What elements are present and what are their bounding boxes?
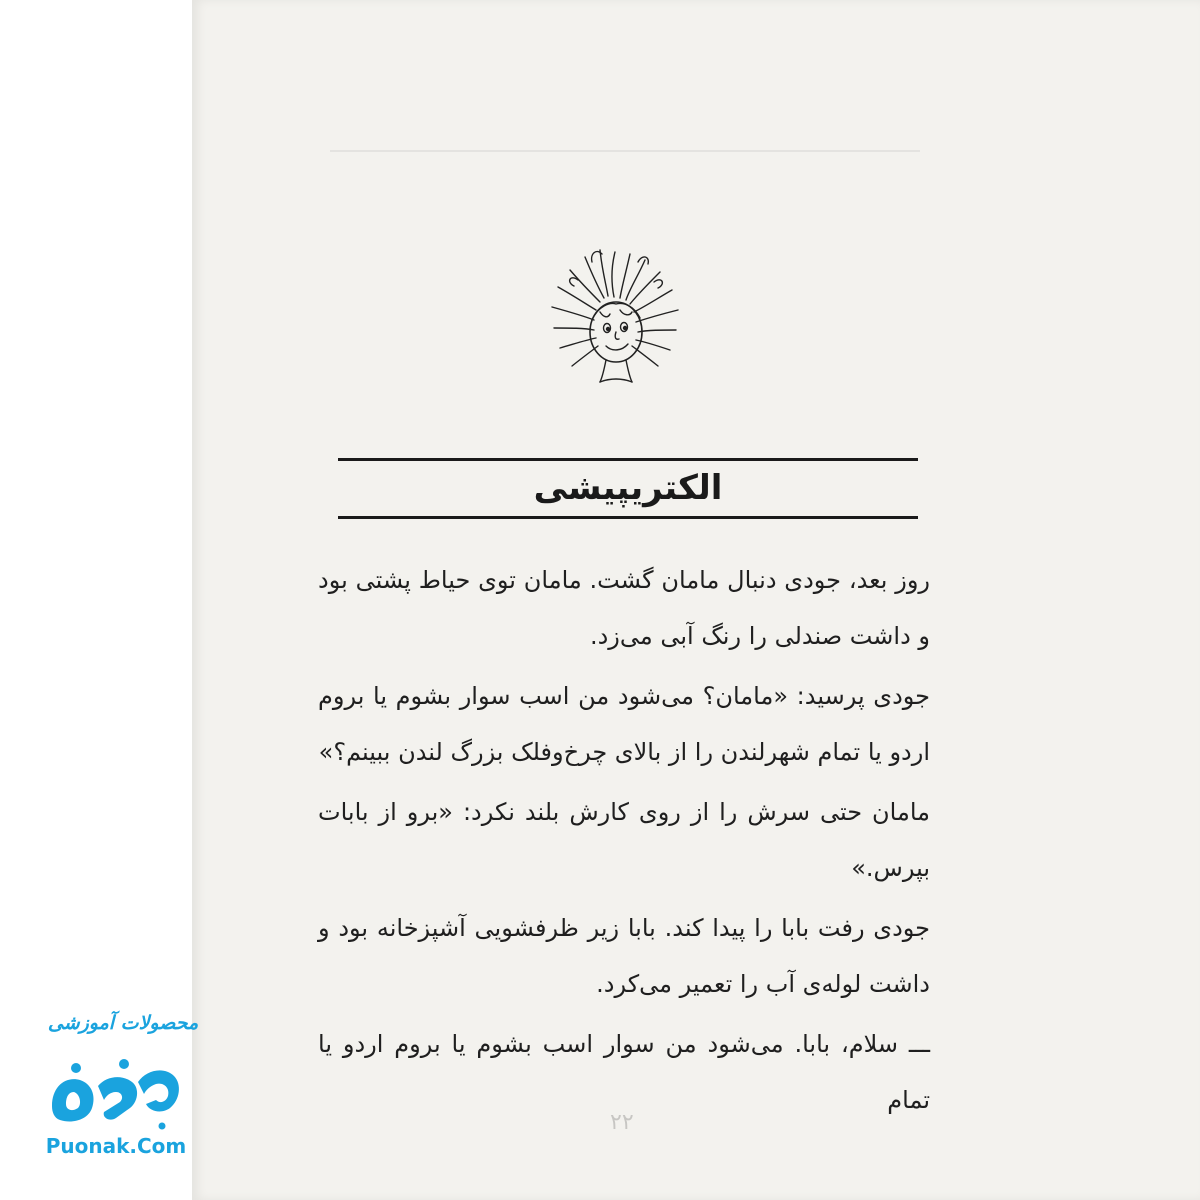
page-number: ۲۲ [610, 1110, 634, 1135]
paragraph: جودی رفت بابا را پیدا کند. بابا زیر ظرفشویی آشپزخانه بود و داشت لوله‌ی آب را تعمیر می‌کرد. [318, 914, 930, 998]
brand-tagline: محصولات آموزشی [47, 1012, 199, 1034]
paragraph: روز بعد، جودی دنبال مامان گشت. مامان توی حیاط پشتی بود و داشت صندلی را رنگ آبی می‌زد. [318, 566, 930, 650]
paragraph: ـــ سلام، بابا. می‌شود من سوار اسب بشوم یا بروم اردو یا تمام [318, 1030, 930, 1114]
chapter-rule-bottom [338, 516, 918, 519]
chapter-title: الکتریپیشی [533, 468, 723, 508]
judy-face-illustration-icon [530, 232, 700, 402]
body-text [318, 552, 930, 1132]
puonak-logo-icon [46, 1046, 186, 1130]
paragraph: جودی پرسید: «مامان؟ می‌شود من اسب سوار بشوم یا بروم اردو یا تمام شهرلندن را از بالای چرخ‌وفلک بزرگ لندن ببینم؟» [318, 682, 930, 766]
bleed-through-rule [330, 150, 920, 152]
brand-domain: Puonak.Com [45, 1134, 187, 1158]
chapter-rule-top [338, 458, 918, 461]
paragraph: مامان حتی سرش را از روی کارش بلند نکرد: «برو از بابات بپرس.» [318, 798, 930, 882]
